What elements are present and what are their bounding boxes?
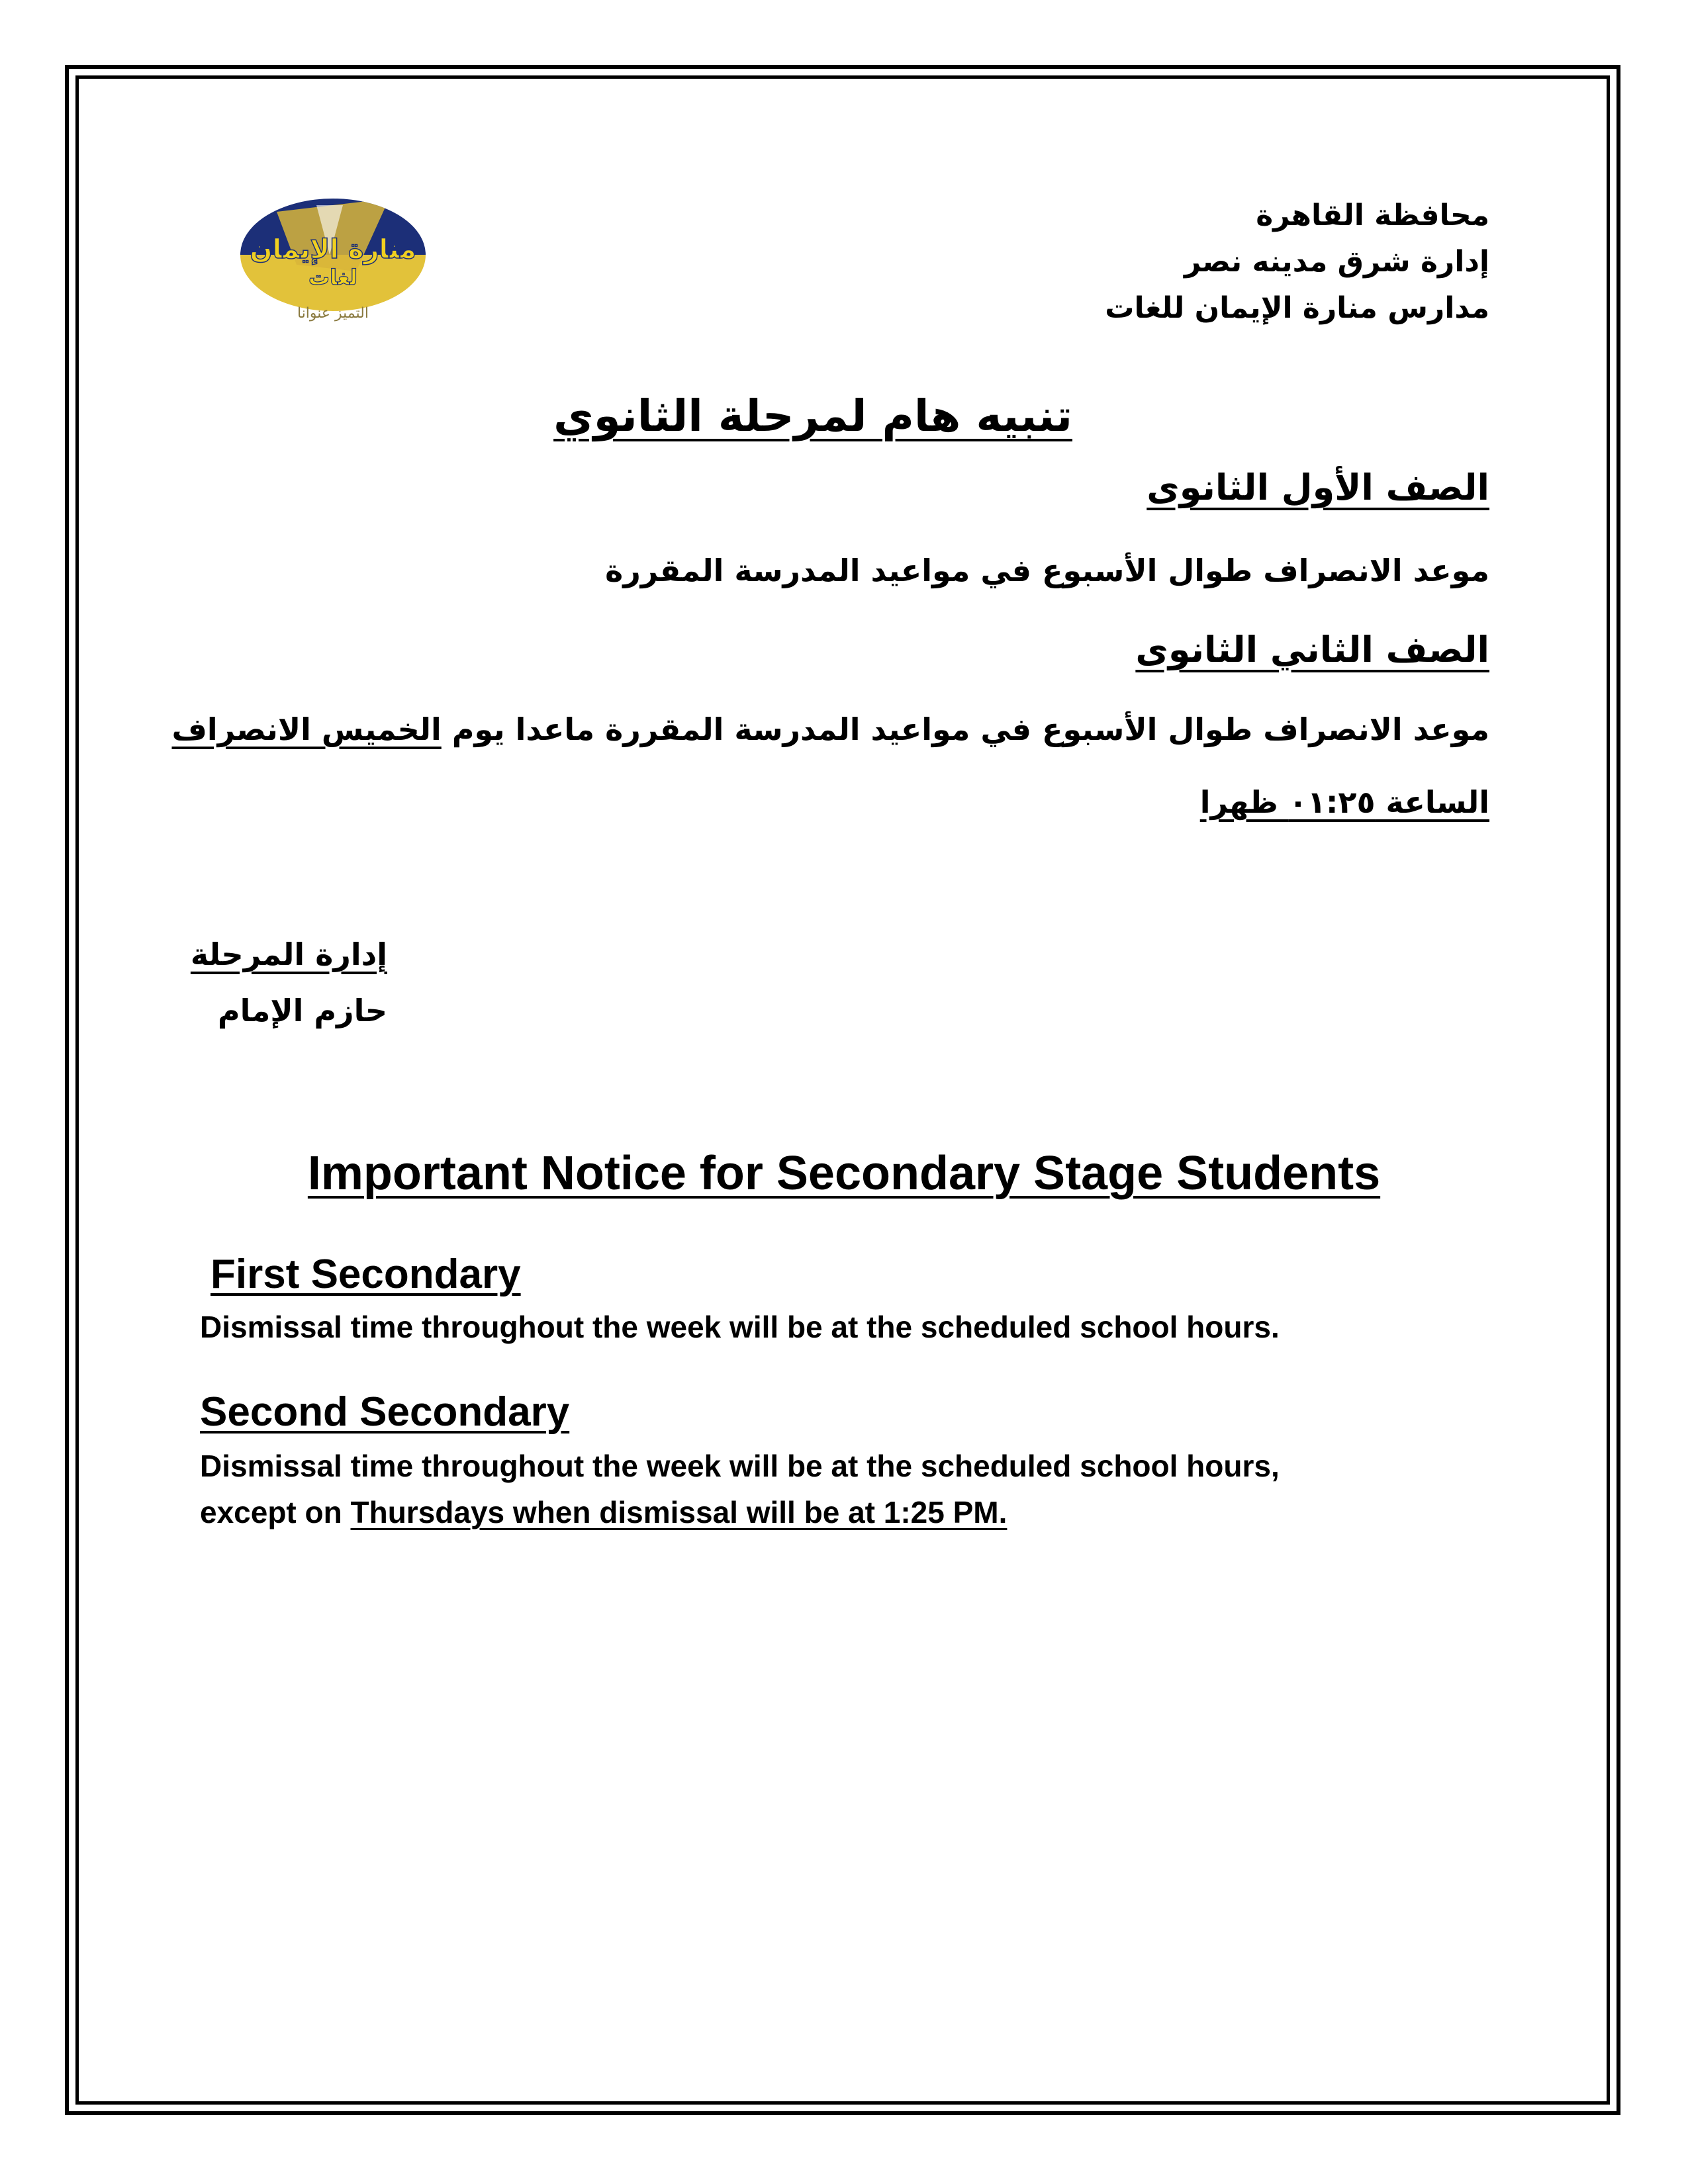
page-border-inner — [75, 75, 1610, 2105]
header-school: مدارس منارة الإيمان للغات — [1105, 291, 1489, 325]
arabic-second-body-underlined: الخميس الانصراف — [171, 711, 442, 747]
logo-text-main: منارة الإيمان — [250, 234, 416, 265]
arabic-second-body — [171, 711, 1489, 747]
english-second-body-line1: Dismissal time throughout the week will be at the scheduled school hours, — [200, 1449, 1280, 1483]
english-second-body-prefix: except on — [200, 1495, 351, 1529]
logo-text-sub: لغات — [308, 265, 358, 290]
arabic-second-heading: الصف الثاني الثانوى — [1135, 629, 1489, 670]
english-second-body-underlined: Thursdays when dismissal will be at 1:25 PM. — [350, 1495, 1008, 1529]
english-first-body: Dismissal time throughout the week will be at the scheduled school hours. — [200, 1310, 1280, 1344]
arabic-title: تنبيه هام لمرحلة الثانوي — [553, 390, 1072, 441]
arabic-second-body-prefix: موعد الانصراف طوال الأسبوع في مواعيد المدرسة المقررة ماعدا يوم — [441, 711, 1489, 747]
signature-name: حازم الإمام — [217, 993, 387, 1028]
english-second-heading: Second Secondary — [200, 1389, 570, 1435]
header-governorate: محافظة القاهرة — [1256, 199, 1489, 232]
logo-text-small: التميز عنوانا — [297, 305, 369, 322]
arabic-first-body: موعد الانصراف طوال الأسبوع في مواعيد المدرسة المقررة — [605, 553, 1489, 588]
english-title: Important Notice for Secondary Stage Students — [307, 1147, 1381, 1200]
arabic-second-body-time: الساعة ٠١:٢٥ ظهرا — [1199, 784, 1489, 820]
english-second-body-line2 — [200, 1494, 1007, 1530]
arabic-first-heading: الصف الأول الثانوى — [1147, 467, 1489, 508]
header-administration: إدارة شرق مدينه نصر — [1184, 245, 1489, 279]
english-first-heading: First Secondary — [211, 1251, 521, 1297]
signature-title: إدارة المرحلة — [190, 936, 387, 972]
school-logo — [237, 192, 429, 338]
